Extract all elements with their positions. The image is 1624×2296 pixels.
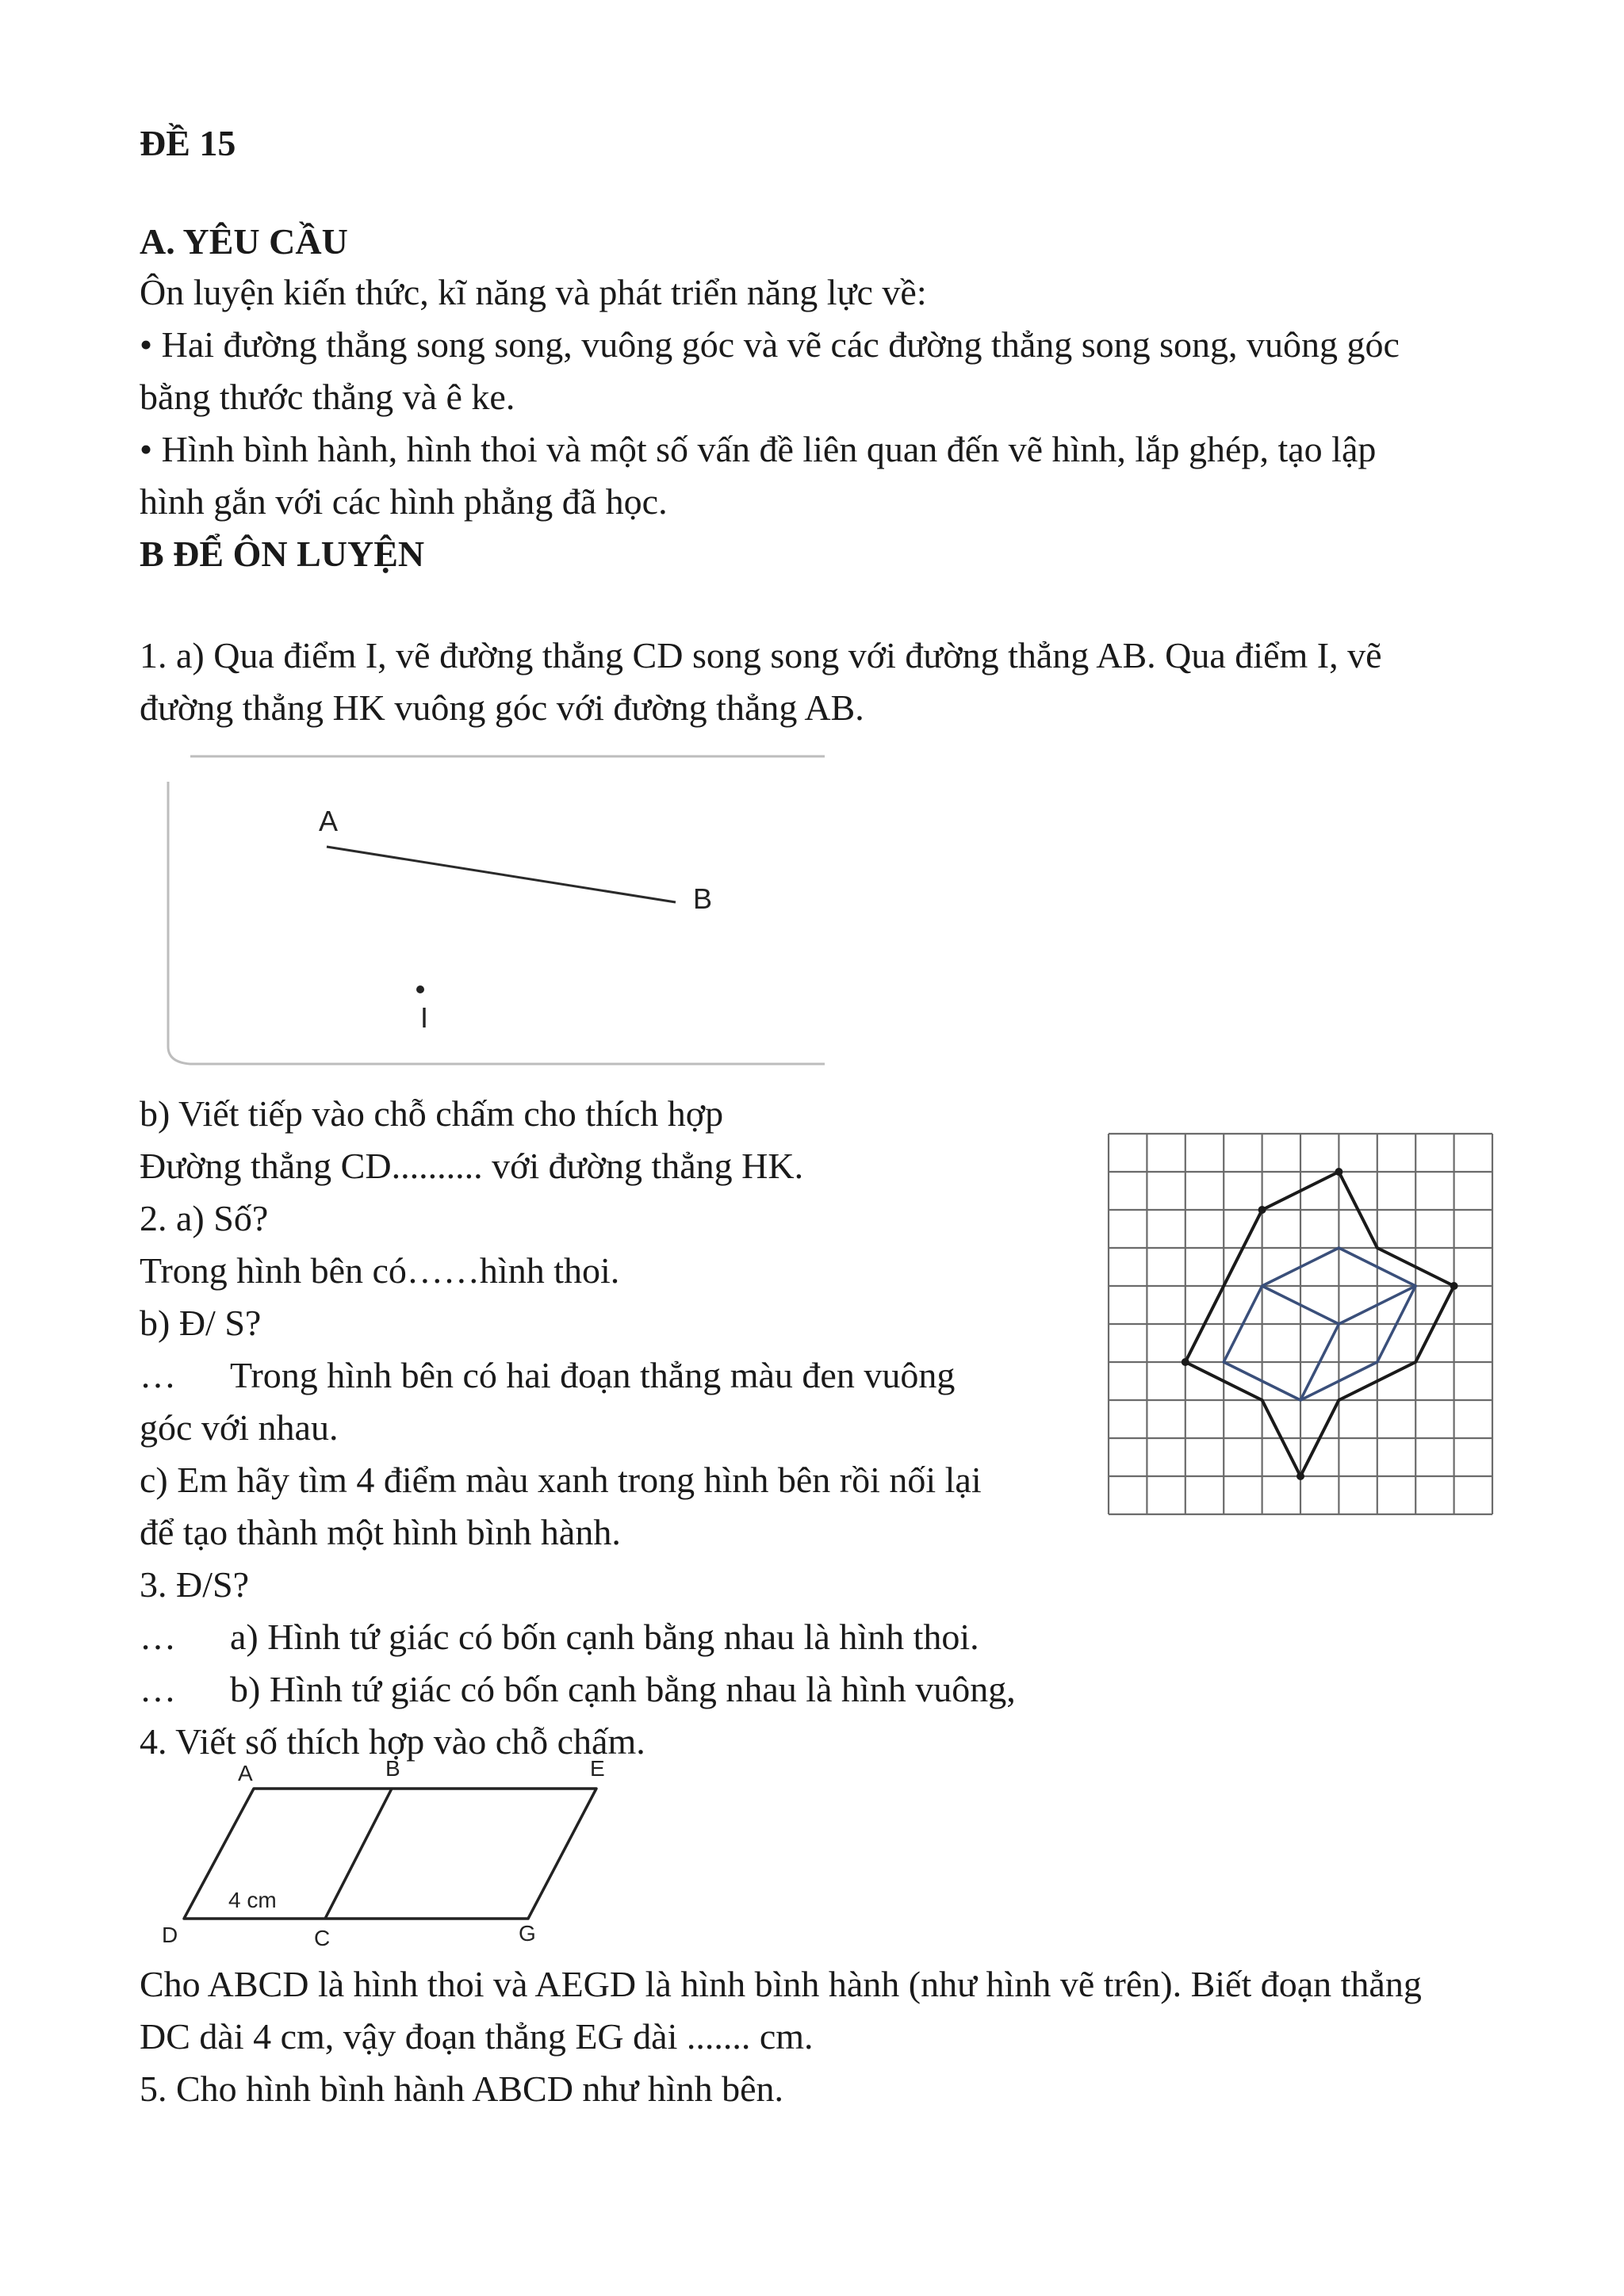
section-a-bullet2-line2: hình gắn với các hình phẳng đã học. [140, 481, 668, 522]
rhombus-grid-figure [1109, 1134, 1492, 1514]
q5-head: 5. Cho hình bình hành ABCD như hình bên. [140, 2068, 784, 2109]
doc-title: ĐỀ 15 [140, 123, 236, 163]
q1-a-line1: 1. a) Qua điểm I, vẽ đường thẳng CD song song với đường thẳng AB. Qua điểm I, vẽ [140, 635, 1382, 675]
q4-line1: Cho ABCD là hình thoi và AEGD là hình bình hành (như hình vẽ trên). Biết đoạn thẳng [140, 1964, 1422, 2004]
q2-c-line1: c) Em hãy tìm 4 điểm màu xanh trong hình bên rồi nối lại [140, 1460, 982, 1500]
q2-b-line2: góc với nhau. [140, 1407, 339, 1448]
q2-b-line1: … Trong hình bên có hai đoạn thẳng màu đen vuông [140, 1355, 956, 1395]
label-length: 4 cm [228, 1888, 277, 1912]
answer-blank[interactable]: … [140, 1669, 176, 1709]
q2-b-head: b) Đ/ S? [140, 1303, 262, 1343]
label-a: A [319, 805, 339, 837]
parallelogram-figure [155, 1756, 631, 1950]
q3-b: … b) Hình tứ giác có bốn cạnh bằng nhau là hình vuông, [140, 1669, 1016, 1709]
section-a-intro: Ôn luyện kiến thức, kĩ năng và phát triển năng lực về: [140, 272, 927, 312]
section-a-bullet1-line2: bằng thước thẳng và ê ke. [140, 377, 515, 417]
q1-b-line2: Đường thẳng CD.......... với đường thẳng HK. [140, 1146, 804, 1186]
q4-line2: DC dài 4 cm, vậy đoạn thẳng EG dài ....... cm. [140, 2016, 814, 2057]
section-a-heading: A. YÊU CẦU [140, 221, 348, 262]
q1-figure-frame [168, 756, 825, 1064]
label-c: C [314, 1926, 331, 1950]
answer-blank[interactable]: … [140, 1617, 176, 1657]
section-a-bullet2-line1: • Hình bình hành, hình thoi và một số vấn đề liên quan đến vẽ hình, lắp ghép, tạo lập [140, 429, 1377, 469]
answer-blank[interactable]: … [140, 1355, 176, 1395]
q2-a-head: 2. a) Số? [140, 1198, 269, 1238]
label-d: D [162, 1923, 178, 1947]
q4-head: 4. Viết số thích hợp vào chỗ chấm. [140, 1721, 645, 1762]
q1-a-line2: đường thẳng HK vuông góc với đường thẳng AB. [140, 687, 864, 728]
label-b: B [693, 882, 713, 915]
q1-figure [159, 745, 833, 1070]
label-e: E [590, 1756, 605, 1781]
segment-bc [325, 1789, 392, 1919]
q3-a: … a) Hình tứ giác có bốn cạnh bằng nhau là hình thoi. [140, 1617, 979, 1657]
q2-a-text: Trong hình bên có……hình thoi. [140, 1250, 620, 1291]
label-a: A [238, 1761, 253, 1785]
section-b-heading: B ĐỂ ÔN LUYỆN [140, 534, 425, 574]
q3-head: 3. Đ/S? [140, 1564, 249, 1605]
label-i: I [420, 1001, 429, 1034]
label-g: G [519, 1921, 536, 1946]
section-a-bullet1-line1: • Hai đường thẳng song song, vuông góc và vẽ các đường thẳng song song, vuông góc [140, 324, 1400, 365]
q2-c-line2: để tạo thành một hình bình hành. [140, 1512, 621, 1552]
segment-ab [327, 847, 676, 902]
point-i [416, 985, 424, 993]
q1-b-line1: b) Viết tiếp vào chỗ chấm cho thích hợp [140, 1093, 724, 1134]
label-b: B [385, 1756, 400, 1781]
